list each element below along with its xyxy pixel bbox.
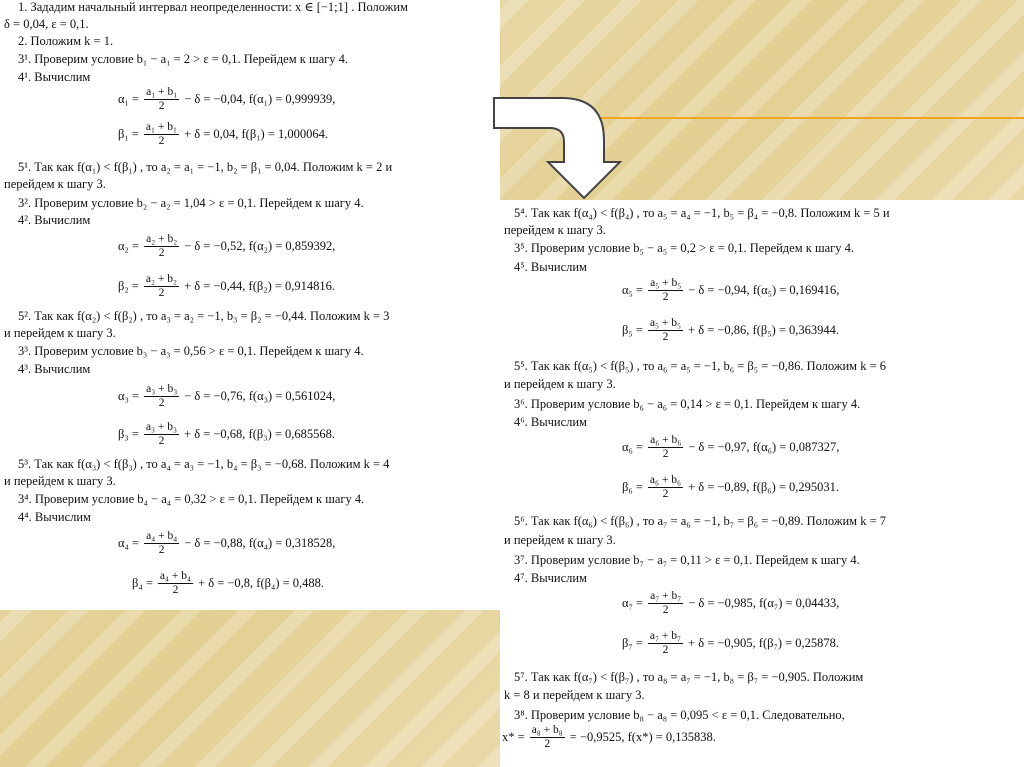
- formula-rhs: − δ = −0,985, f(α₇) = 0,04433,: [688, 595, 840, 610]
- text-line: 5². Так как f(α₂) < f(β₂) , то a₃ = a₂ = −1, b₃ = β₂ = −0,44. Положим k = 3: [18, 309, 390, 323]
- text-line: 5¹. Так как f(α₁) < f(β₁) , то a₂ = a₁ = −1, b₂ = β₁ = 0,04. Положим k = 2 и: [18, 160, 393, 174]
- formula: [118, 383, 335, 409]
- right-document-page: [500, 200, 1024, 767]
- text-line: 3⁴. Проверим условие b₄ − a₄ = 0,32 > ε = 0,1. Перейдем к шагу 4.: [18, 492, 365, 506]
- text-line: 3¹. Проверим условие b₁ − a₁ = 2 > ε = 0,1. Перейдем к шагу 4.: [18, 52, 349, 66]
- text-line: 5⁶. Так как f(α₆) < f(β₆) , то a₇ = a₆ = −1, b₇ = β₆ = −0,89. Положим k = 7: [514, 514, 887, 528]
- formula-lhs: β₄ =: [132, 575, 153, 590]
- text-line: 3⁶. Проверим условие b₆ − a₆ = 0,14 > ε = 0,1. Перейдем к шагу 4.: [514, 397, 861, 411]
- text-line: и перейдем к шагу 3.: [4, 474, 116, 488]
- text-line: 5⁴. Так как f(α₄) < f(β₄) , то a₅ = a₄ = −1, b₅ = β₄ = −0,8. Положим k = 5 и: [514, 206, 890, 220]
- text-line: и перейдем к шагу 3.: [504, 533, 616, 547]
- fraction-numerator: a₄ + b₄: [159, 570, 192, 582]
- fraction-numerator: a₆ + b₆: [649, 474, 682, 486]
- formula: [118, 86, 335, 112]
- formula-rhs: − δ = −0,52, f(α₂) = 0,859392,: [184, 238, 336, 253]
- fraction: [144, 233, 179, 259]
- formula-lhs: α₄ =: [118, 535, 140, 550]
- text-line: 4⁷. Вычислим: [514, 571, 587, 585]
- formula-rhs: − δ = −0,04, f(α₁) = 0,999939,: [184, 91, 336, 106]
- formula: [622, 317, 839, 343]
- formula: [622, 434, 839, 460]
- fraction-denominator: 2: [662, 447, 669, 460]
- formula-lhs: β₃ =: [118, 426, 139, 441]
- fraction: [530, 724, 565, 750]
- text-line: перейдем к шагу 3.: [504, 223, 606, 237]
- fraction-denominator: 2: [662, 603, 669, 616]
- formula-lhs: x* =: [502, 729, 525, 744]
- formula-lhs: β₁ =: [118, 126, 139, 141]
- formula-rhs: + δ = −0,8, f(β₄) = 0,488.: [198, 575, 325, 590]
- text-line: 3⁸. Проверим условие b₈ − a₈ = 0,095 < ε = 0,1. Следовательно,: [514, 708, 845, 722]
- fraction-numerator: a₂ + b₂: [146, 233, 178, 245]
- text-line: 5⁵. Так как f(α₅) < f(β₅) , то a₆ = a₅ = −1, b₆ = β₅ = −0,86. Положим k = 6: [514, 359, 887, 373]
- fraction-numerator: a₁ + b₁: [145, 121, 178, 133]
- fraction-denominator: 2: [158, 246, 165, 259]
- fraction: [144, 273, 179, 299]
- formula-rhs: + δ = −0,89, f(β₆) = 0,295031.: [688, 479, 840, 494]
- formula-rhs: + δ = −0,905, f(β₇) = 0,25878.: [688, 635, 840, 650]
- text-line: k = 8 и перейдем к шагу 3.: [504, 688, 645, 702]
- formula-lhs: α₃ =: [118, 388, 140, 403]
- formula: [622, 474, 839, 500]
- formula-rhs: + δ = −0,68, f(β₃) = 0,685568.: [184, 426, 336, 441]
- formula-rhs: = −0,9525, f(x*) = 0,135838.: [569, 729, 716, 744]
- formula: [118, 121, 328, 147]
- fraction: [648, 317, 683, 343]
- fraction: [648, 277, 683, 303]
- fraction-denominator: 2: [158, 543, 165, 556]
- formula: [132, 570, 324, 596]
- formula-lhs: β₆ =: [622, 479, 643, 494]
- fraction-numerator: a₇ + b₇: [650, 590, 682, 602]
- text-line: 4³. Вычислим: [18, 362, 91, 376]
- fraction-denominator: 2: [662, 487, 669, 500]
- fraction-denominator: 2: [158, 434, 165, 447]
- text-line: δ = 0,04, ε = 0,1.: [4, 17, 89, 31]
- fraction: [144, 530, 179, 556]
- text-line: 4¹. Вычислим: [18, 70, 91, 84]
- formula-lhs: α₅ =: [622, 282, 644, 297]
- formula-rhs: + δ = −0,86, f(β₅) = 0,363944.: [688, 322, 840, 337]
- fraction-numerator: a₃ + b₃: [145, 421, 178, 433]
- formula: [622, 277, 839, 303]
- fraction-denominator: 2: [172, 583, 179, 596]
- formula-lhs: α₂ =: [118, 238, 140, 253]
- fraction-numerator: a₇ + b₇: [649, 630, 682, 642]
- fraction-numerator: a₄ + b₄: [146, 530, 178, 542]
- fraction: [158, 570, 193, 596]
- formula-lhs: β₅ =: [622, 322, 643, 337]
- fraction: [648, 474, 683, 500]
- fraction-denominator: 2: [158, 286, 165, 299]
- formula-lhs: α₇ =: [622, 595, 644, 610]
- text-line: 2. Положим k = 1.: [18, 34, 114, 48]
- left-document-page: [0, 0, 500, 610]
- fraction-numerator: a₂ + b₂: [145, 273, 178, 285]
- formula: [118, 233, 335, 259]
- fraction: [648, 590, 683, 616]
- formula-lhs: β₇ =: [622, 635, 643, 650]
- text-line: и перейдем к шагу 3.: [4, 326, 116, 340]
- fraction-denominator: 2: [158, 396, 165, 409]
- formula: [622, 590, 839, 616]
- formula: [502, 724, 716, 750]
- fraction: [144, 383, 179, 409]
- text-line: 3³. Проверим условие b₃ − a₃ = 0,56 > ε = 0,1. Перейдем к шагу 4.: [18, 344, 364, 358]
- fraction-denominator: 2: [544, 737, 551, 750]
- text-line: 1. Зададим начальный интервал неопределенности: x ∈ [−1;1] . Положим: [18, 0, 408, 14]
- formula-rhs: − δ = −0,76, f(α₃) = 0,561024,: [184, 388, 336, 403]
- formula-rhs: − δ = −0,94, f(α₅) = 0,169416,: [688, 282, 840, 297]
- fraction-numerator: a₁ + b₁: [146, 86, 178, 98]
- formula-rhs: + δ = 0,04, f(β₁) = 1,000064.: [184, 126, 329, 141]
- text-line: 3². Проверим условие b₂ − a₂ = 1,04 > ε = 0,1. Перейдем к шагу 4.: [18, 196, 364, 210]
- formula-rhs: − δ = −0,97, f(α₆) = 0,087327,: [688, 439, 840, 454]
- text-line: 4⁶. Вычислим: [514, 415, 587, 429]
- fraction-numerator: a₅ + b₅: [649, 317, 682, 329]
- text-line: и перейдем к шагу 3.: [504, 377, 616, 391]
- text-line: 4². Вычислим: [18, 213, 91, 227]
- text-line: 4⁵. Вычислим: [514, 260, 587, 274]
- formula: [118, 273, 335, 299]
- bent-arrow-icon: [492, 94, 632, 204]
- formula: [622, 630, 839, 656]
- text-line: 5⁷. Так как f(α₇) < f(β₇) , то a₈ = a₇ = −1, b₈ = β₇ = −0,905. Положим: [514, 670, 864, 684]
- fraction: [144, 121, 179, 147]
- formula-lhs: α₁ =: [118, 91, 140, 106]
- fraction: [648, 630, 683, 656]
- formula: [118, 530, 335, 556]
- formula-lhs: β₂ =: [118, 278, 139, 293]
- text-line: 5³. Так как f(α₃) < f(β₃) , то a₄ = a₃ = −1, b₄ = β₃ = −0,68. Положим k = 4: [18, 457, 390, 471]
- text-line: 3⁷. Проверим условие b₇ − a₇ = 0,11 > ε = 0,1. Перейдем к шагу 4.: [514, 553, 860, 567]
- fraction: [648, 434, 683, 460]
- fraction: [144, 86, 179, 112]
- fraction-denominator: 2: [662, 643, 669, 656]
- fraction-numerator: a₃ + b₃: [146, 383, 178, 395]
- text-line: 4⁴. Вычислим: [18, 510, 91, 524]
- fraction-numerator: a₅ + b₅: [650, 277, 682, 289]
- text-line: 3⁵. Проверим условие b₅ − a₅ = 0,2 > ε = 0,1. Перейдем к шагу 4.: [514, 241, 855, 255]
- fraction: [144, 421, 179, 447]
- fraction-numerator: a₆ + b₆: [650, 434, 682, 446]
- formula-rhs: − δ = −0,88, f(α₄) = 0,318528,: [184, 535, 336, 550]
- fraction-denominator: 2: [158, 99, 165, 112]
- formula: [118, 421, 335, 447]
- text-line: перейдем к шагу 3.: [4, 177, 106, 191]
- fraction-denominator: 2: [662, 330, 669, 343]
- fraction-denominator: 2: [662, 290, 669, 303]
- formula-lhs: α₆ =: [622, 439, 644, 454]
- fraction-denominator: 2: [158, 134, 165, 147]
- formula-rhs: + δ = −0,44, f(β₂) = 0,914816.: [184, 278, 336, 293]
- fraction-numerator: a₈ + b₈: [531, 724, 563, 736]
